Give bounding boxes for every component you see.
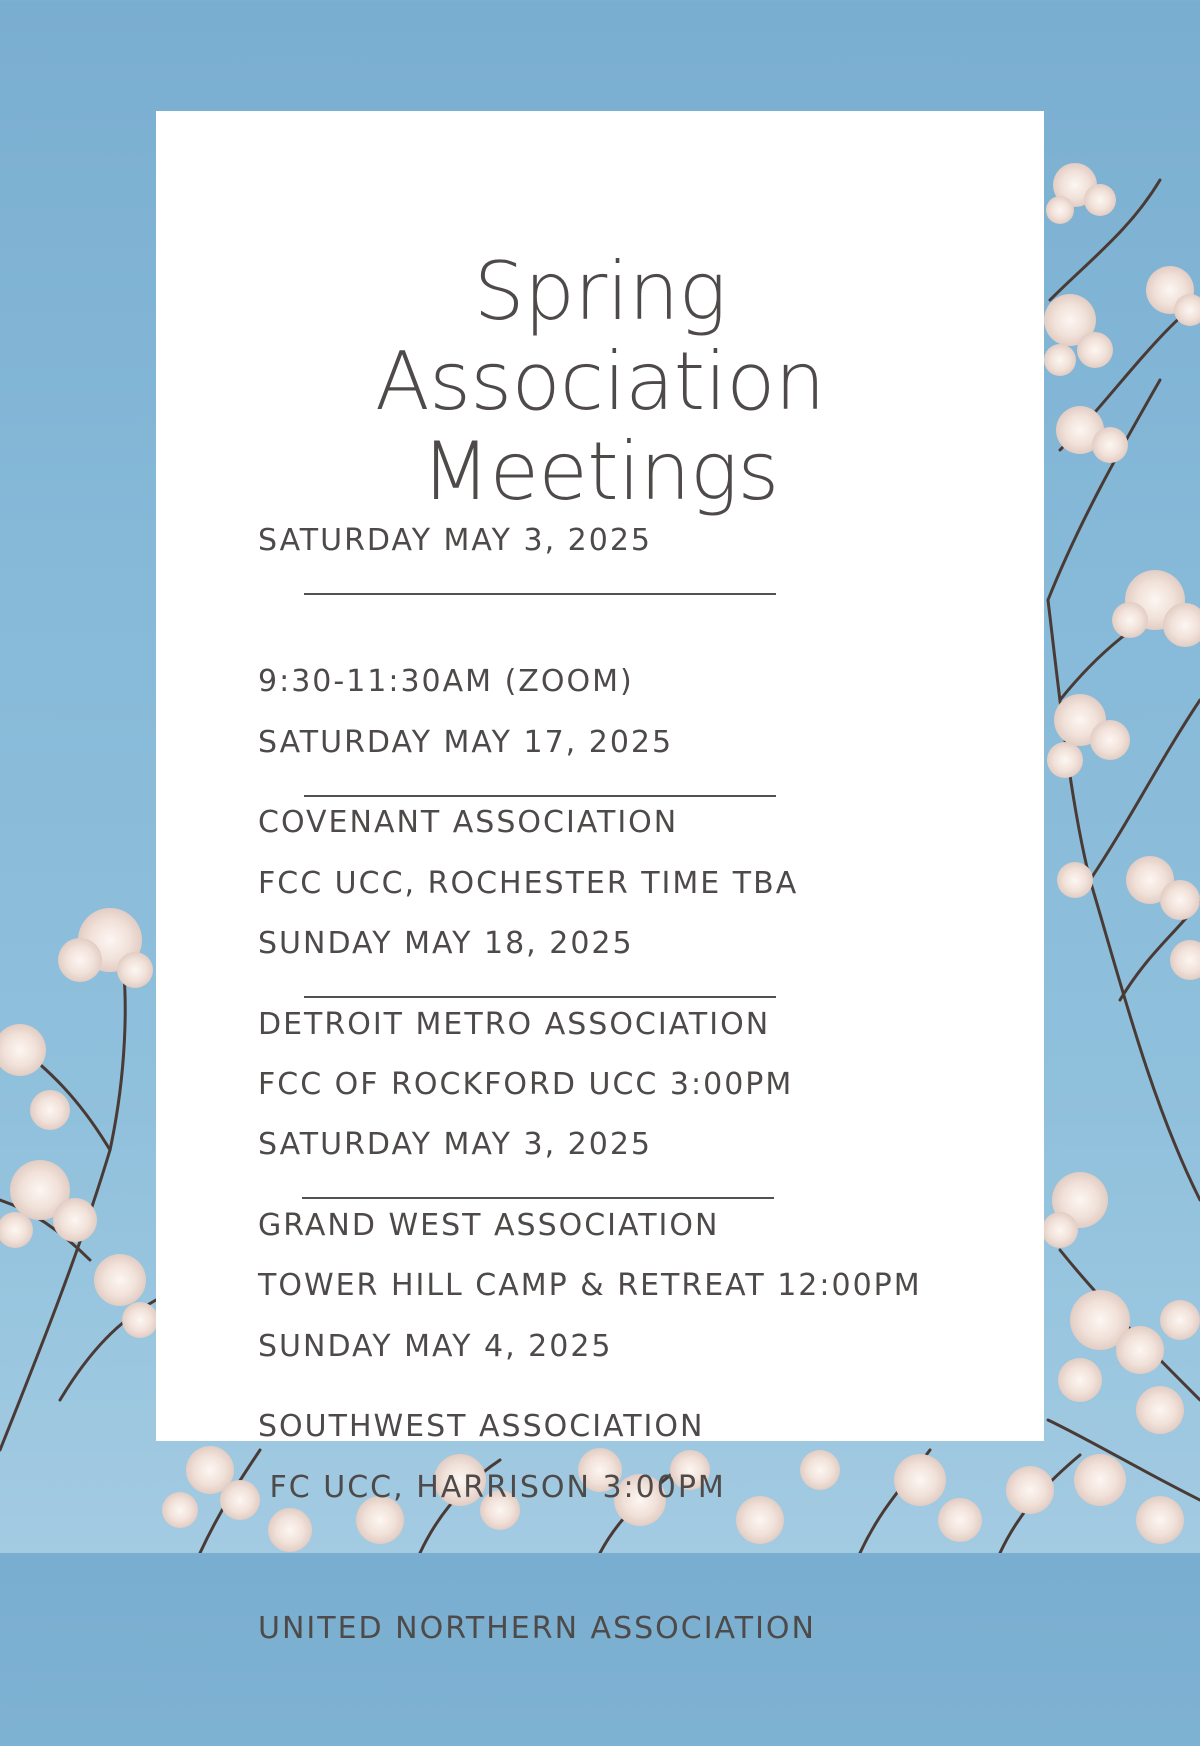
meeting-location: FCC UCC, ROCHESTER TIME TBA xyxy=(258,866,799,901)
meeting-association: GRAND WEST ASSOCIATION xyxy=(258,1208,720,1243)
divider xyxy=(302,1197,774,1199)
meeting-date: SATURDAY MAY 17, 2025 xyxy=(258,725,674,760)
meeting-location: 9:30-11:30AM (ZOOM) xyxy=(258,664,634,699)
divider xyxy=(304,996,776,998)
meeting-association: DETROIT METRO ASSOCIATION xyxy=(258,1007,771,1042)
meeting-date: SUNDAY MAY 4, 2025 xyxy=(258,1329,613,1364)
divider xyxy=(304,795,776,797)
meeting-association: COVENANT ASSOCIATION xyxy=(258,805,679,840)
meeting-entry-united-northern xyxy=(258,1229,816,1746)
meeting-association: UNITED NORTHERN ASSOCIATION xyxy=(258,1611,816,1646)
meeting-location: FC UCC, HARRISON 3:00PM xyxy=(258,1470,726,1505)
title-line-2: Association xyxy=(374,335,825,428)
meeting-date: SATURDAY MAY 3, 2025 xyxy=(258,1127,652,1162)
meeting-date: SUNDAY MAY 18, 2025 xyxy=(258,926,634,961)
divider xyxy=(304,593,776,595)
meeting-location: TOWER HILL CAMP & RETREAT 12:00PM xyxy=(258,1268,922,1303)
title-line-1: Spring xyxy=(473,245,727,338)
meeting-location: FCC OF ROCKFORD UCC 3:00PM xyxy=(258,1067,794,1102)
title-line-3: Meetings xyxy=(421,425,779,518)
meetings-card xyxy=(156,111,1044,1646)
meeting-date: SATURDAY MAY 3, 2025 xyxy=(258,523,652,558)
meeting-association: SOUTHWEST ASSOCIATION xyxy=(258,1409,705,1444)
